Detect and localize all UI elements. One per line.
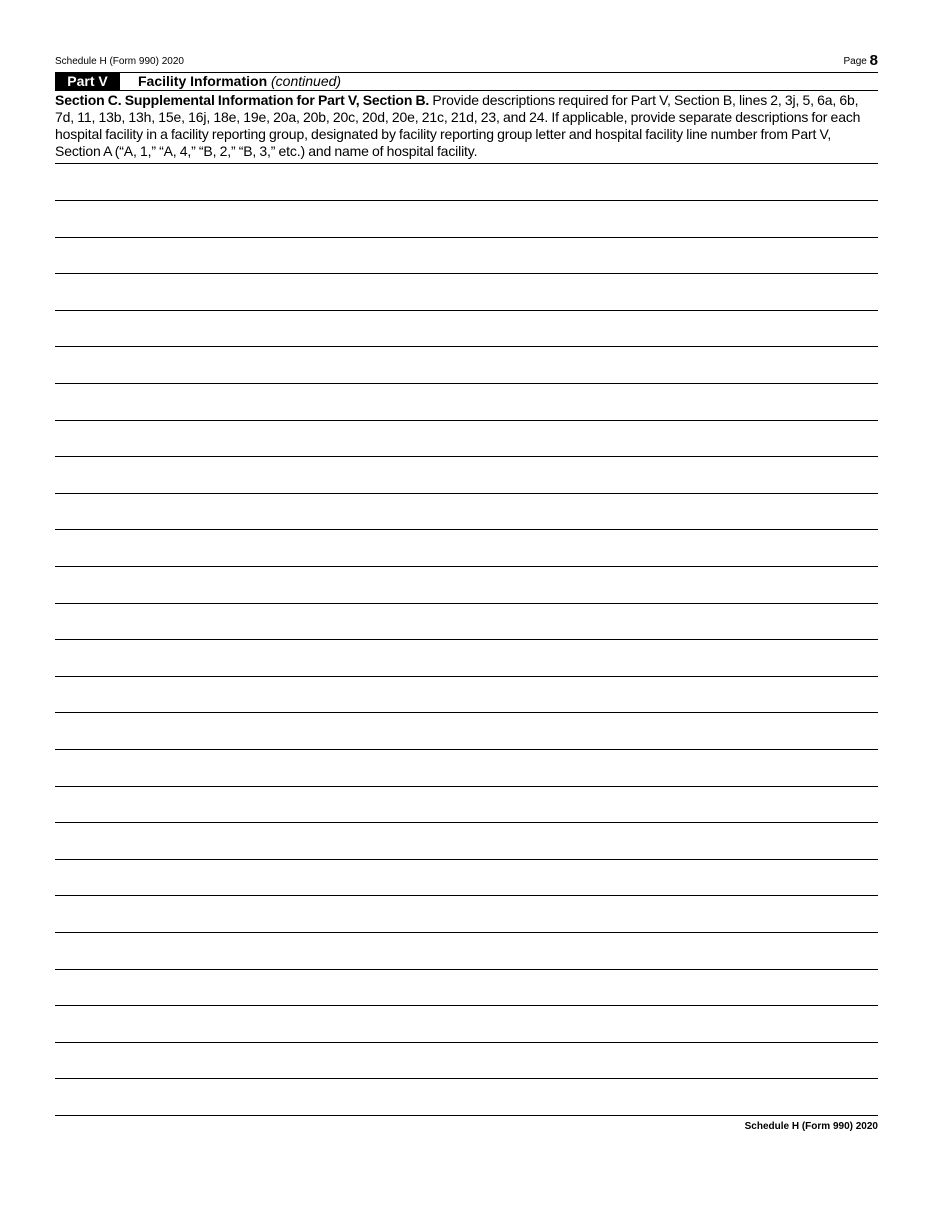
writing-line[interactable] — [55, 346, 878, 347]
writing-line[interactable] — [55, 529, 878, 530]
section-divider — [55, 163, 878, 164]
section-instructions — [55, 92, 878, 160]
writing-line[interactable] — [55, 200, 878, 201]
writing-line[interactable] — [55, 1115, 878, 1116]
writing-line[interactable] — [55, 237, 878, 238]
header-page — [844, 53, 878, 70]
writing-line[interactable] — [55, 603, 878, 604]
footer-form-name: Schedule H (Form 990) 2020 — [744, 1121, 878, 1132]
writing-line[interactable] — [55, 786, 878, 787]
page-label: Page — [843, 56, 867, 67]
writing-line[interactable] — [55, 566, 878, 567]
part-title-text: Facility Information — [138, 73, 268, 89]
writing-line[interactable] — [55, 712, 878, 713]
writing-line[interactable] — [55, 420, 878, 421]
writing-line[interactable] — [55, 822, 878, 823]
part-divider — [55, 90, 878, 91]
writing-line[interactable] — [55, 859, 878, 860]
part-title — [138, 73, 341, 90]
section-body: Provide descriptions required for Part V, Section B, lines 2, 3j, 5, 6a, 6b, 7d, 11, 13b, 13h, 15e, 16j, 18e, 19e, 20a, 20b, 20c, 20d, 20e, 21c, 21d, 23, and 24. If applicable, provide separate descriptions for each hospital facility in a facility reporting group, designated by facility reporting group letter and hospital facility line number from Part V, Section A (“A, 1,” “A, 4,” “B, 2,” “B, 3,” etc.) and name of hospital facility. — [55, 92, 861, 159]
writing-line[interactable] — [55, 493, 878, 494]
section-title: Section C. Supplemental Information for Part V, Section B. — [55, 92, 430, 108]
writing-line[interactable] — [55, 310, 878, 311]
part-header — [55, 73, 878, 91]
header-form-name: Schedule H (Form 990) 2020 — [55, 56, 184, 67]
writing-line[interactable] — [55, 749, 878, 750]
writing-line[interactable] — [55, 456, 878, 457]
page-number: 8 — [869, 52, 878, 69]
writing-line[interactable] — [55, 969, 878, 970]
writing-line[interactable] — [55, 273, 878, 274]
writing-line[interactable] — [55, 1078, 878, 1079]
part-badge: Part V — [55, 73, 120, 90]
writing-line[interactable] — [55, 676, 878, 677]
writing-line[interactable] — [55, 932, 878, 933]
writing-line[interactable] — [55, 383, 878, 384]
part-title-suffix: (continued) — [271, 73, 342, 89]
writing-line[interactable] — [55, 895, 878, 896]
writing-line[interactable] — [55, 639, 878, 640]
writing-line[interactable] — [55, 1005, 878, 1006]
writing-line[interactable] — [55, 1042, 878, 1043]
